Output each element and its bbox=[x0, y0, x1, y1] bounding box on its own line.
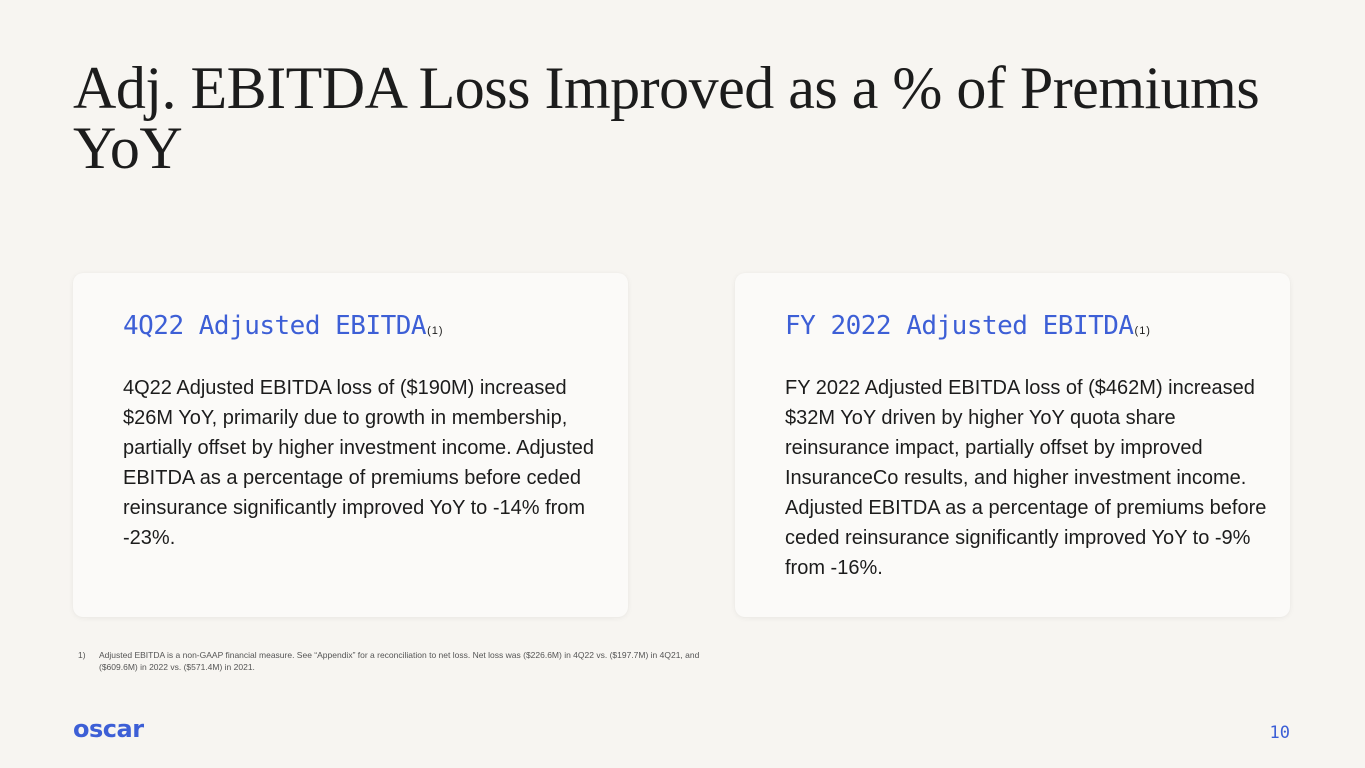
card-heading-text: 4Q22 Adjusted EBITDA bbox=[123, 311, 427, 341]
card-body: 4Q22 Adjusted EBITDA loss of ($190M) increased $26M YoY, primarily due to growth in membership, partially offset by higher investment income. Adjusted EBITDA as a percentage of premiums before ceded reinsurance significantly improved YoY to -14% from -23%. bbox=[123, 377, 594, 549]
slide-title: Adj. EBITDA Loss Improved as a % of Premiums YoY bbox=[73, 55, 1260, 181]
card-heading bbox=[123, 310, 444, 347]
footnote bbox=[78, 649, 718, 673]
card-fy2022-adjusted-ebitda bbox=[735, 273, 1290, 617]
card-body: FY 2022 Adjusted EBITDA loss of ($462M) increased $32M YoY driven by higher YoY quota share reinsurance impact, partially offset by improved InsuranceCo results, and higher investment income. Adjusted EBITDA as a percentage of premiums before ceded reinsurance significantly improved YoY to -9% from -16%. bbox=[785, 377, 1267, 579]
card-heading-text: FY 2022 Adjusted EBITDA bbox=[785, 311, 1134, 341]
card-heading bbox=[785, 310, 1151, 347]
page-number: 10 bbox=[1269, 723, 1290, 743]
footnote-number: 1) bbox=[78, 650, 86, 660]
card-4q22-adjusted-ebitda bbox=[73, 273, 628, 617]
footnote-text: Adjusted EBITDA is a non-GAAP financial measure. See “Appendix” for a reconciliation to net loss. Net loss was ($226.6M) in 4Q22 vs. ($197.7M) in 4Q21, and ($609.6M) in 2022 vs. ($571.4M) in 2021. bbox=[99, 650, 700, 672]
footnote-reference: (1) bbox=[427, 325, 444, 337]
oscar-logo: oscar bbox=[73, 715, 144, 743]
footnote-reference: (1) bbox=[1134, 325, 1151, 337]
